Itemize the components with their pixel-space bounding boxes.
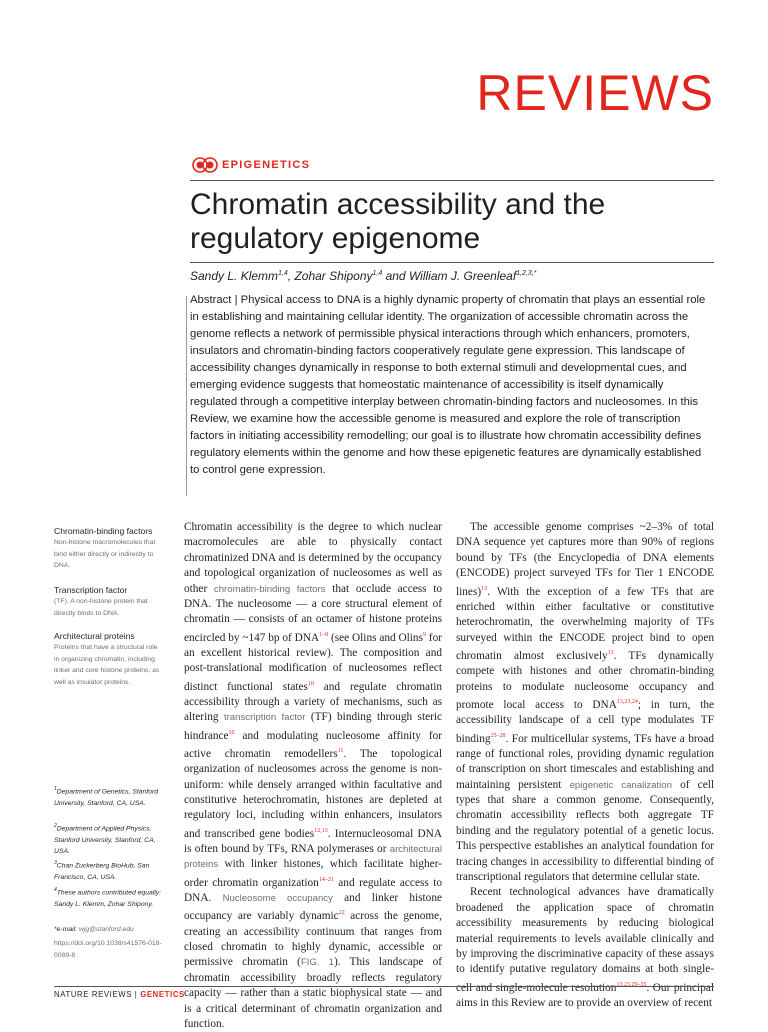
body-text: . With the exception of a few TFs that are enriched within either facultative or constitutive heterochromatin, the overwhelming majority of TFs surveyed within the ENCODE project bind to open chromatin almost exclusively bbox=[456, 585, 714, 662]
reference-link[interactable]: 13,23,29–35 bbox=[616, 981, 647, 988]
body-text: (TF) binding through steric hindrance bbox=[184, 711, 443, 742]
body-text: and linker histone occupancy are variably dynamic bbox=[184, 891, 442, 923]
article-title: Chromatin accessibility and the regulatory epigenome bbox=[190, 188, 606, 255]
epigenetics-logo-icon bbox=[192, 156, 218, 174]
body-text: . The topological organization of nucleosomes across the genome is non-uniform: while densely arranged within facultative and constitutive heterochromatin, histones are depleted at regulatory loci, including within enhancers, insulators and transcribed gene bodies bbox=[184, 747, 442, 840]
body-text: Chromatin accessibility is the degree to which nuclear macromolecules are able to physically contact chromatinized DNA and is determined by the occupancy and topological organization of nucleosomes as well as other bbox=[184, 521, 442, 595]
footer-divider bbox=[54, 986, 714, 987]
body-text: with linker histones, which facilitate higher-order chromatin organization bbox=[184, 858, 442, 889]
body-paragraph bbox=[456, 885, 714, 1011]
glossary-definition: Non-histone macromolecules that bind either directly or indirectly to DNA. bbox=[54, 539, 156, 569]
body-paragraph bbox=[456, 520, 714, 885]
glossary-term: Architectural proteins bbox=[54, 631, 135, 641]
body-text: of cell types that share a common genome. Consequently, chromatin accessibility reflects both aggregate TF binding and the regulatory potential of a genetic locus. This perspective establishes an analytical foundation for tracing changes in accessibility to differential binding of transcriptional regulators that determine cellular state. bbox=[456, 778, 714, 883]
email-link[interactable]: wjg@stanford.edu bbox=[78, 926, 134, 933]
glossary-definition: Proteins that have a structural role in organizing chromatin, including linker and core histone proteins, as well as insulator proteins. bbox=[54, 644, 160, 686]
glossary-link[interactable]: transcription factor bbox=[223, 712, 306, 724]
body-text: (see Olins and Olins bbox=[328, 631, 423, 644]
author-name: William J. Greenleaf bbox=[408, 269, 517, 283]
reference-link[interactable]: 25–28 bbox=[490, 732, 506, 739]
body-text: . Internucleosomal DNA is often bound by TFs, RNA polymerases or bbox=[184, 827, 442, 855]
affiliation-number: 4 bbox=[54, 887, 57, 893]
body-text: that occlude access to DNA. The nucleosome — a core structural element of chromatin — consists of an octamer of histone proteins encircled by ~147 bp of DNA bbox=[184, 582, 443, 644]
affiliation-number: 2 bbox=[54, 823, 57, 829]
section-tag bbox=[192, 156, 310, 174]
email-label: *e-mail: bbox=[54, 926, 79, 933]
author-affiliation-marker: 1,2,3,* bbox=[516, 270, 537, 277]
body-text: The accessible genome comprises ~2–3% of total DNA sequence yet captures more than 90% of regions bound by TFs (the Encyclopedia of DNA elements (ENCODE) project surveyed TFs for Tier 1 ENCODE lines) bbox=[456, 521, 714, 598]
body-text: . Our principal aims in this Review are to provide an overview of recent bbox=[456, 981, 714, 1010]
glossary-link[interactable]: epigenetic canalization bbox=[569, 779, 672, 791]
reference-link[interactable]: 13 bbox=[481, 585, 488, 592]
abstract: Abstract | Physical access to DNA is a highly dynamic property of chromatin that plays an essential role in establishing and maintaining cellular identity. The organization of accessible chromatin across the genome reflects a network of permissible physical interactions through which enhancers, promoters, insulators and chromatin-binding factors cooperatively regulate gene expression. This landscape of accessibility changes dynamically in response to both external stimuli and developmental cues, and emerging evidence suggests that homeostatic maintenance of accessibility is itself dynamically regulated through a competitive interplay between chromatin-binding factors and nucleosomes. In this Review, we examine how the accessible genome is measured and explore the role of transcription factors in initiating accessibility remodelling; our goal is to illustrate how chromatin accessibility defines regulatory elements within the genome and how these epigenetic features are dynamically established to control gene expression. bbox=[190, 294, 706, 476]
author-conjunction: and bbox=[382, 269, 409, 283]
author-affiliation-marker: 1,4 bbox=[372, 270, 383, 277]
glossary-term: Transcription factor bbox=[54, 585, 128, 595]
affiliation-text: Department of Genetics, Stanford University, Stanford, CA, USA. bbox=[54, 788, 159, 807]
author-name: Sandy L. Klemm bbox=[190, 269, 279, 283]
doi-link[interactable]: https://doi.org/10.1038/s41576-018-0089-8 bbox=[54, 940, 162, 959]
reference-link[interactable]: 9 bbox=[422, 631, 426, 638]
glossary-entry bbox=[54, 585, 164, 619]
reference-link[interactable]: 10 bbox=[307, 680, 314, 687]
glossary-definition: (TF). A non-histone protein that directly binds to DNA. bbox=[54, 598, 148, 617]
reference-link[interactable]: 14–21 bbox=[318, 876, 334, 883]
reference-link[interactable]: 13,23,24 bbox=[616, 699, 638, 705]
section-heading: REVIEWS bbox=[476, 65, 714, 121]
author-list bbox=[190, 266, 710, 284]
glossary-link[interactable]: architectural proteins bbox=[184, 843, 442, 871]
abstract-rule bbox=[186, 296, 187, 496]
author-name: Zohar Shipony bbox=[294, 269, 373, 283]
author-separator: , bbox=[287, 269, 295, 283]
body-text: and regulate chromatin accessibility through a variety of mechanisms, such as altering bbox=[184, 680, 442, 724]
header-divider bbox=[190, 180, 714, 181]
affiliation bbox=[54, 821, 170, 858]
title-divider bbox=[190, 262, 714, 263]
body-text: ; in turn, the accessibility landscape of a cell type modulates TF binding bbox=[456, 698, 714, 745]
body-column-2 bbox=[456, 520, 714, 1011]
body-text: across the genome, creating an accessibility continuum that ranges from closed chromatin to highly dynamic, accessible or permissive chromatin ( bbox=[184, 910, 442, 969]
footer bbox=[54, 990, 185, 999]
body-column-1 bbox=[184, 520, 442, 1032]
body-text: for an excellent historical review). The composition and post-translational modification of nucleosomes reflect distinct functional states bbox=[184, 631, 442, 693]
body-text: and modulating nucleosome affinity for active chromatin remodellers bbox=[184, 729, 442, 760]
section-tag-label: EPIGENETICS bbox=[222, 159, 311, 171]
affiliation-number: 1 bbox=[54, 786, 57, 792]
reference-link[interactable]: 22 bbox=[338, 910, 345, 917]
affiliation-text: Chan Zuckerberg BioHub, San Francisco, CA, USA. bbox=[54, 862, 150, 881]
affiliation bbox=[54, 784, 170, 809]
reference-link[interactable]: 13 bbox=[607, 650, 614, 657]
corresponding-email bbox=[54, 924, 170, 936]
reference-link[interactable]: 12,13 bbox=[314, 827, 328, 834]
body-paragraph bbox=[184, 520, 442, 1032]
reference-link[interactable]: 11 bbox=[337, 747, 344, 754]
glossary-entry bbox=[54, 631, 164, 688]
body-text: and regulate access to DNA. bbox=[184, 876, 443, 904]
journal-subject: GENETICS bbox=[140, 990, 185, 999]
affiliation-text: These authors contributed equally: Sandy L. Klemm, Zohar Shipony. bbox=[54, 889, 162, 908]
glossary-entry bbox=[54, 526, 164, 572]
affiliation-text: Department of Applied Physics, Stanford University, Stanford, CA, USA. bbox=[54, 825, 156, 856]
author-affiliation-marker: 1,4 bbox=[278, 270, 288, 277]
body-text: . TFs dynamically compete with histones and other chromatin-binding proteins to modulate nucleosome occupancy and promote local access to DNA bbox=[456, 649, 714, 711]
glossary-link[interactable]: Nucleosome occupancy bbox=[222, 892, 333, 904]
body-text: . For multicellular systems, TFs have a broad range of functional roles, providing dynamic regulation of transcription on short timescales and establishing and maintaining persistent bbox=[456, 732, 714, 791]
glossary-link[interactable]: chromatin-binding factors bbox=[213, 583, 326, 595]
reference-link[interactable]: 10 bbox=[228, 729, 235, 736]
glossary-term: Chromatin-binding factors bbox=[54, 526, 153, 536]
figure-link[interactable]: FIG. 1 bbox=[300, 957, 334, 969]
affiliation bbox=[54, 858, 170, 883]
journal-name: NATURE REVIEWS bbox=[54, 990, 133, 999]
body-text: Recent technological advances have dramatically broadened the application space of chromatin accessibility measurements by reducing biological material requirements to levels available clinically and by improving the discriminative capacity of these assays to identify putative regulatory domains at both single-cell and single-molecule resolution bbox=[456, 886, 714, 994]
footer-separator: | bbox=[132, 990, 141, 999]
reference-link[interactable]: 1–8 bbox=[319, 631, 329, 638]
affiliation-number: 3 bbox=[54, 860, 57, 866]
body-text: ). This landscape of chromatin accessibility broadly reflects regulatory capacity — rather than a static biophysical state — and is a critical determinant of chromatin organization and function. bbox=[184, 956, 443, 1030]
affiliation bbox=[54, 885, 170, 910]
